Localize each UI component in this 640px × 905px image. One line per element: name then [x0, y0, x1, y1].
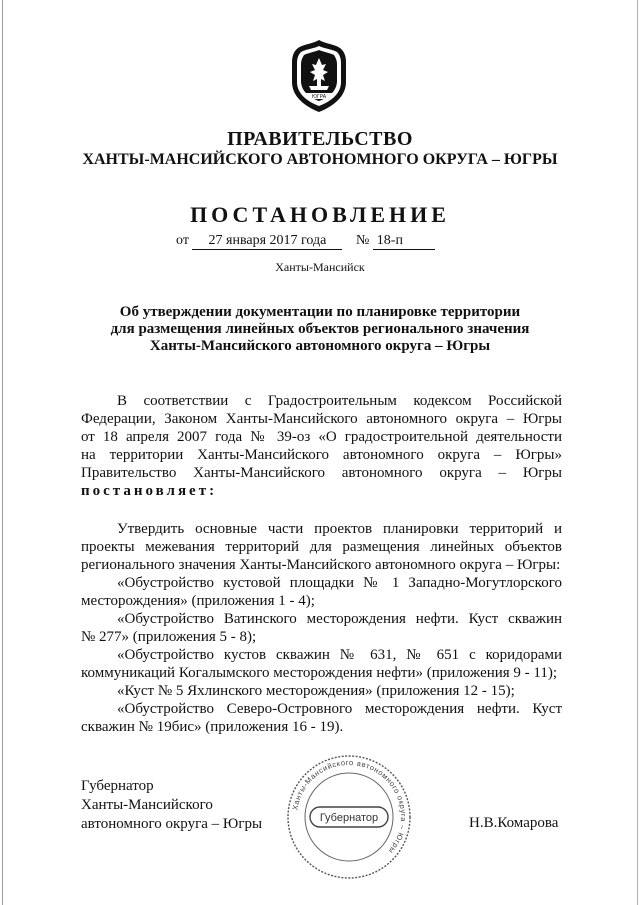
- text-line: проекты межевания территорий для размещения линейных объектов: [81, 539, 562, 555]
- seal-ring-text: Ханты-Мансийского автономного округа – Югры: [290, 757, 409, 856]
- government-title: ПРАВИТЕЛЬСТВО: [227, 128, 413, 150]
- text-line: от 18 апреля 2007 года № 39-оз «О градостроительной деятельности: [81, 429, 562, 445]
- subject-line: Ханты-Мансийского автономного округа – Югры: [149, 338, 491, 354]
- document-subject: [60, 304, 580, 355]
- text-line: на территории Ханты-Мансийского автономного округа – Югры»: [81, 447, 562, 463]
- resolution-paragraph: [81, 520, 562, 736]
- decree-word-line: [81, 482, 562, 500]
- signer-line: Губернатор: [81, 778, 154, 794]
- text-line: Федерации, Законом Ханты-Мансийского автономного округа – Югры: [81, 411, 562, 427]
- government-subtitle: ХАНТЫ-МАНСИЙСКОГО АВТОНОМНОГО ОКРУГА – ЮГРЫ: [82, 151, 558, 168]
- text-line: «Куст № 5 Яхлинского месторождения» (приложения 12 - 15);: [117, 683, 515, 699]
- text-line: коммуникаций Когалымского месторождения нефти» (приложения 9 - 11);: [81, 665, 558, 681]
- document-type: ПОСТАНОВЛЕНИЕ: [190, 202, 450, 227]
- subject-line: для размещения линейных объектов регионального значения: [110, 321, 530, 337]
- date-number-line: [176, 233, 435, 250]
- text-line: «Обустройство кустовой площадки № 1 Западно-Могутлорского: [117, 575, 562, 591]
- signer-line: Ханты-Мансийского: [81, 797, 213, 813]
- signer-name: Н.В.Комарова: [469, 815, 559, 831]
- text-line: месторождения» (приложения 1 - 4);: [81, 593, 315, 609]
- text-line: В соответствии с Градостроительным кодексом Российской: [117, 393, 562, 409]
- text-line: Правительство Ханты-Мансийского автономного округа – Югры: [81, 465, 562, 481]
- preamble-paragraph: [81, 392, 562, 500]
- text-line: «Обустройство Северо-Островного месторождения нефти. Куст: [117, 701, 562, 717]
- emblem-caption: ЮГРА: [311, 94, 327, 100]
- number-prefix: №: [355, 233, 370, 248]
- decree-word: постановляет:: [81, 483, 218, 499]
- text-line: регионального значения Ханты-Мансийского автономного округа – Югры:: [81, 557, 561, 573]
- document-date: 27 января 2017 года: [192, 233, 342, 250]
- text-line: «Обустройство Ватинского месторождения нефти. Куст скважин: [117, 611, 562, 627]
- text-line: скважин № 19бис» (приложения 16 - 19).: [81, 719, 344, 735]
- official-seal: [284, 752, 414, 882]
- text-line: «Обустройство кустов скважин № 631, № 651 с коридорами: [117, 647, 562, 663]
- text-line: Утвердить основные части проектов планировки территорий и: [117, 521, 562, 537]
- document-number: 18-п: [373, 233, 435, 250]
- subject-line: Об утверждении документации по планировке территории: [119, 304, 521, 320]
- text-line: № 277» (приложения 5 - 8);: [81, 629, 257, 645]
- seal-center-text: Губернатор: [319, 812, 379, 824]
- signer-position: [81, 777, 262, 834]
- city: Ханты-Мансийск: [275, 260, 365, 274]
- signer-line: автономного округа – Югры: [81, 816, 263, 832]
- coat-of-arms-emblem: [282, 38, 356, 114]
- date-prefix: от: [176, 233, 189, 248]
